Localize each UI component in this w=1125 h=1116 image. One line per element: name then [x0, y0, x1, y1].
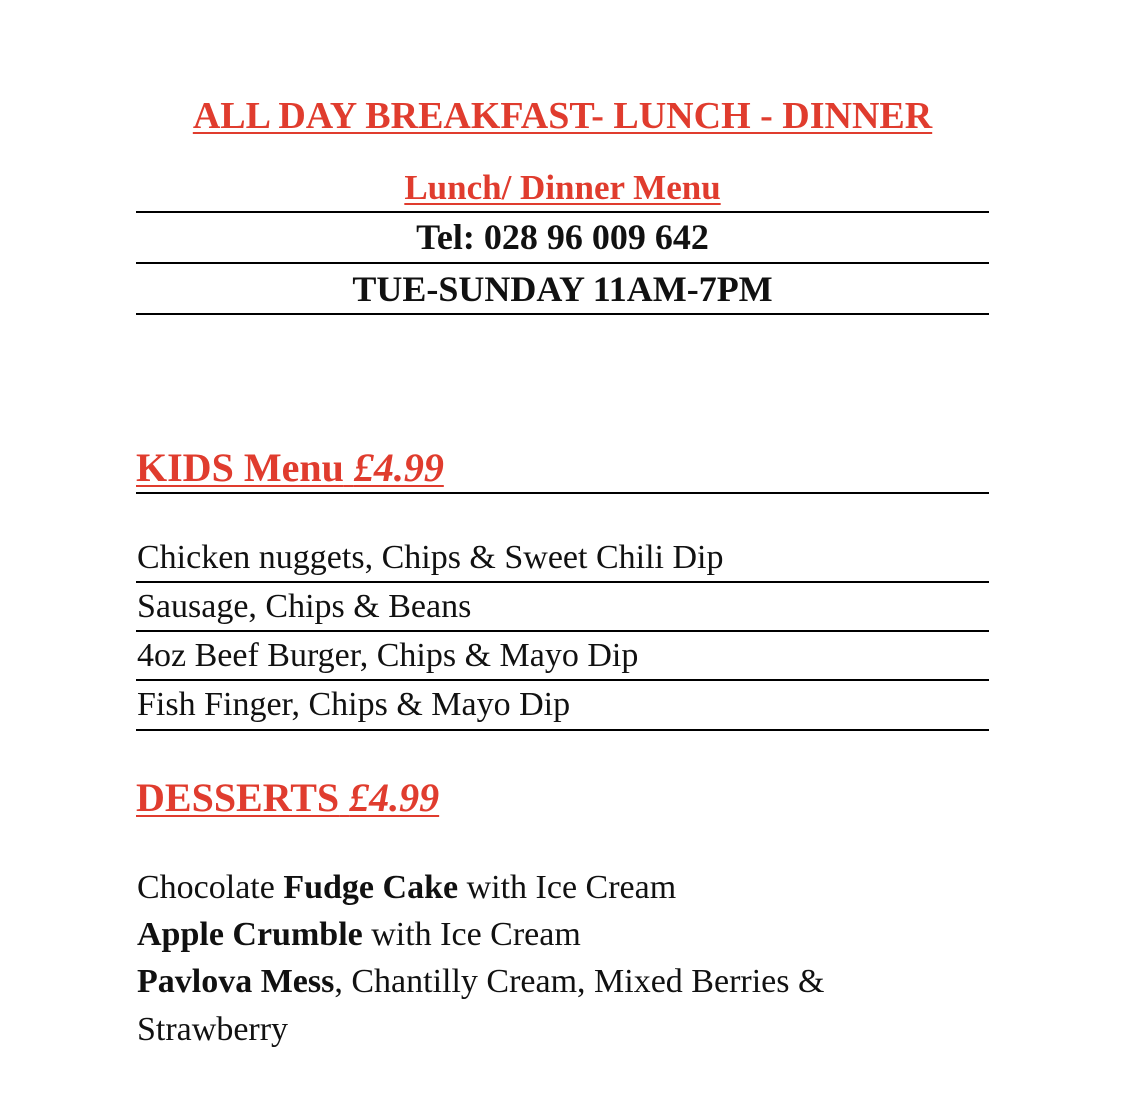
dessert-item-name: Pavlova Mess — [137, 963, 335, 1000]
kids-menu-title: KIDS Menu — [136, 445, 344, 490]
dessert-item-text: Chocolate — [137, 869, 284, 906]
divider — [136, 581, 989, 583]
menu-subtitle: Lunch/ Dinner Menu — [404, 168, 721, 207]
divider — [136, 630, 989, 632]
desserts-title: DESSERTS — [136, 775, 340, 820]
dessert-item — [137, 958, 977, 1054]
telephone-number: Tel: 028 96 009 642 — [416, 217, 709, 257]
divider — [136, 262, 989, 264]
desserts-price: £4.99 — [349, 775, 440, 820]
divider — [136, 679, 989, 681]
kids-menu-item: Fish Finger, Chips & Mayo Dip — [137, 686, 571, 723]
divider — [136, 211, 989, 213]
desserts-heading — [136, 773, 439, 823]
menu-title: ALL DAY BREAKFAST- LUNCH - DINNER — [192, 95, 933, 137]
divider — [136, 492, 989, 494]
dessert-item-name: Fudge Cake — [283, 869, 459, 906]
dessert-item-text: , Chantilly Cream, Mixed Berries & Strawberry — [137, 963, 825, 1048]
dessert-item-text: with Ice Cream — [362, 916, 581, 953]
opening-hours: TUE-SUNDAY 11AM-7PM — [352, 269, 773, 309]
kids-menu-item: Chicken nuggets, Chips & Sweet Chili Dip — [137, 539, 724, 576]
divider — [136, 313, 989, 315]
dessert-item-name: Apple Crumble — [137, 916, 363, 953]
dessert-item — [137, 864, 977, 912]
divider — [136, 729, 989, 731]
dessert-item — [137, 911, 977, 959]
dessert-item-text: with Ice Cream — [458, 869, 677, 906]
kids-menu-item: Sausage, Chips & Beans — [137, 588, 472, 625]
kids-menu-heading — [136, 443, 444, 493]
kids-menu-price: £4.99 — [353, 445, 444, 490]
kids-menu-item: 4oz Beef Burger, Chips & Mayo Dip — [137, 637, 639, 674]
